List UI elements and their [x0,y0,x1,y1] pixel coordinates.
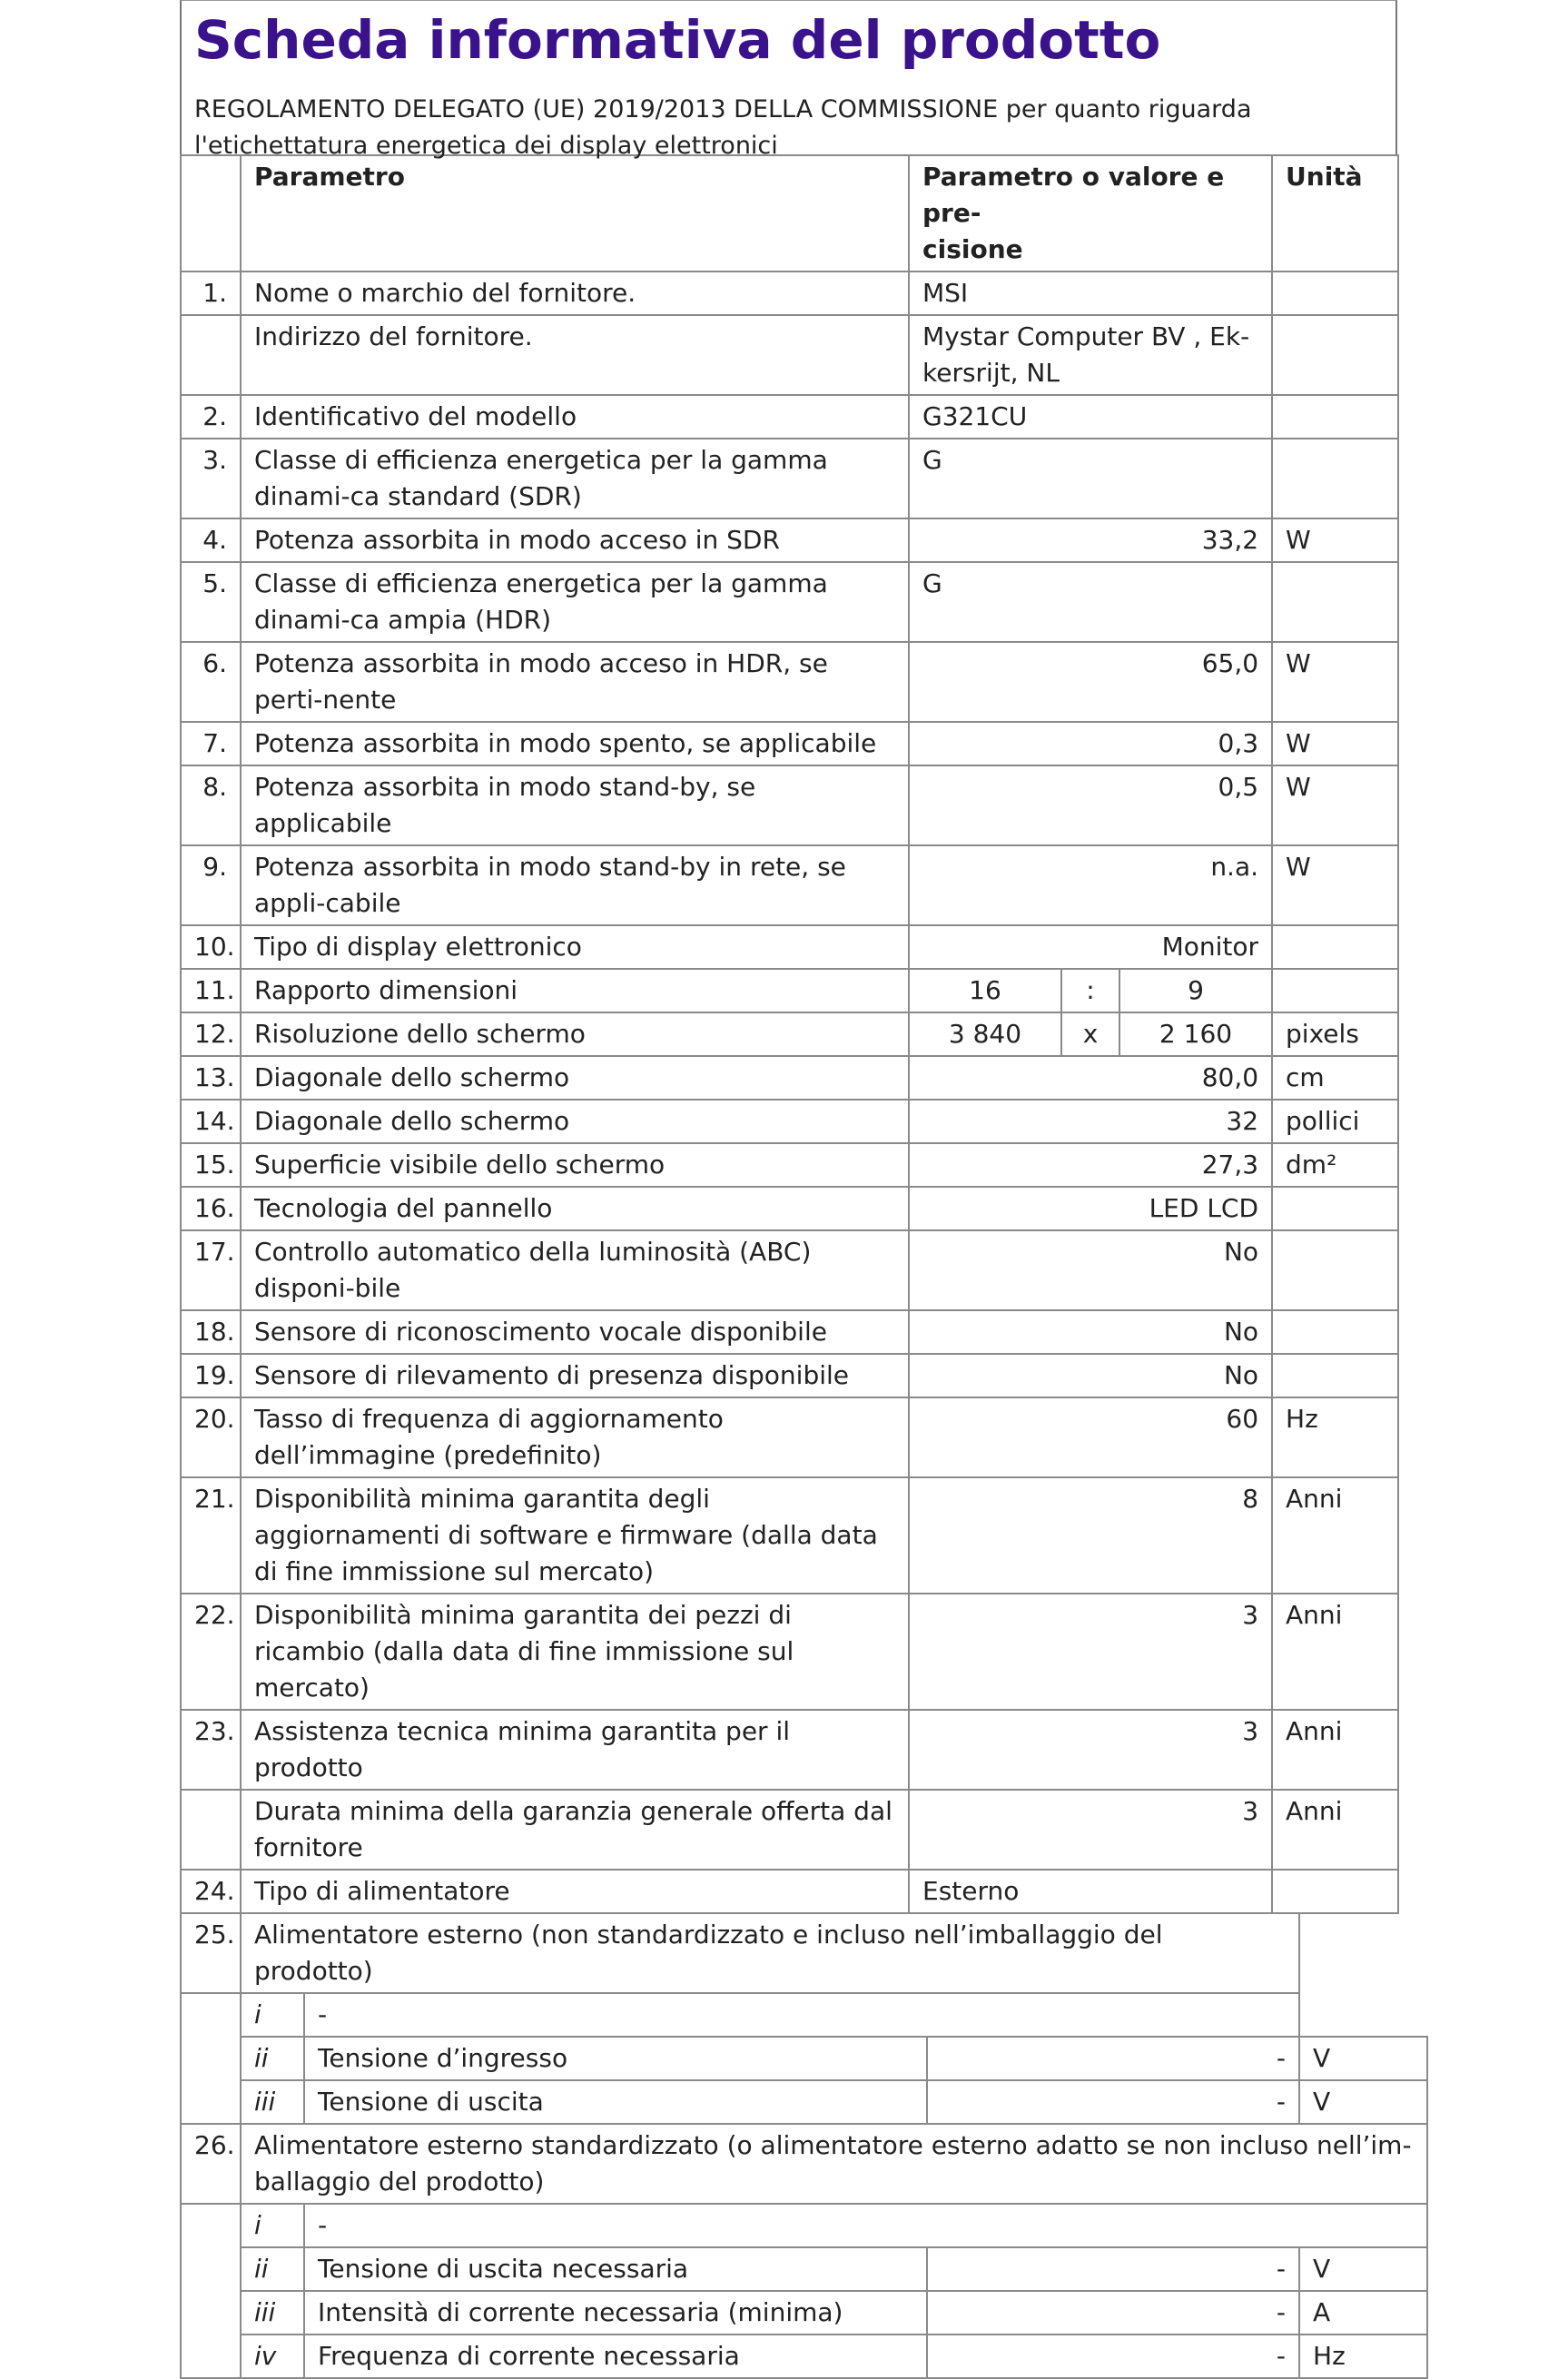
product-information-sheet [180,0,1412,2379]
table-header-row [181,155,1398,271]
table-row [181,1397,1398,1477]
sub-label: Tensione di uscita necessaria [304,2247,927,2291]
table-row [181,1012,1398,1056]
table-row [181,395,1398,439]
row-label: Indirizzo del fornitore. [241,315,909,395]
row-unit [1272,562,1398,642]
row-value: No [909,1230,1272,1310]
psu25-row-i [181,1993,1427,2037]
table-row [181,1187,1398,1230]
table-row [181,562,1398,642]
row-value: 60 [909,1397,1272,1477]
table-row [181,642,1398,722]
row-label: Nome o marchio del fornitore. [241,271,909,315]
row-label: Tipo di display elettronico [241,925,909,969]
psu26-row-iv [181,2335,1427,2378]
table-row [181,1100,1398,1143]
sub-index: iii [241,2080,304,2124]
row-label: Tecnologia del pannello [241,1187,909,1230]
psu26-header-row [181,2124,1427,2204]
row-unit: W [1272,722,1398,765]
row-value-separator: : [1061,969,1119,1012]
sub-value: - [304,1993,1299,2037]
row-value: MSI [909,271,1272,315]
row-number: 12. [181,1012,241,1056]
row-label: Potenza assorbita in modo acceso in HDR, se perti-nente [241,642,909,722]
row-label: Classe di efficienza energetica per la gamma dinami-ca ampia (HDR) [241,562,909,642]
row-number: 21. [181,1477,241,1594]
row-number [181,315,241,395]
sub-index: i [241,1993,304,2037]
row-value-2: 2 160 [1119,1012,1272,1056]
row-unit: W [1272,845,1398,925]
row-value: 32 [909,1100,1272,1143]
header-parametro: Parametro [241,155,909,271]
sub-label: Tensione d’ingresso [304,2037,927,2080]
row-number: 25. [181,1913,241,1993]
row-unit: Anni [1272,1790,1398,1870]
row-number: 16. [181,1187,241,1230]
sub-index: iii [241,2291,304,2335]
row-label: Sensore di rilevamento di presenza disponibile [241,1354,909,1397]
row-unit [1272,1354,1398,1397]
row-value: 0,5 [909,765,1272,845]
row-value: 3 [909,1594,1272,1710]
row-number [181,1790,241,1870]
row-label: Controllo automatico della luminosità (ABC) disponi-bile [241,1230,909,1310]
table-row [181,439,1398,518]
row-label: Potenza assorbita in modo stand-by in rete, se appli-cabile [241,845,909,925]
row-unit: Hz [1272,1397,1398,1477]
row-value: G [909,562,1272,642]
row-value: 3 [909,1790,1272,1870]
row-value-1: 3 840 [909,1012,1061,1056]
sub-unit: A [1299,2291,1427,2335]
row-value: No [909,1310,1272,1354]
sub-value: - [927,2247,1299,2291]
row-value: 80,0 [909,1056,1272,1100]
blank-cell [181,1993,241,2037]
table-row [181,1143,1398,1187]
row-number: 19. [181,1354,241,1397]
row-number: 11. [181,969,241,1012]
psu25-spacer-2 [1299,1993,1427,2037]
row-unit: W [1272,518,1398,562]
row-number: 8. [181,765,241,845]
row-number: 4. [181,518,241,562]
row-label: Identificativo del modello [241,395,909,439]
row-value: 0,3 [909,722,1272,765]
psu26-row-ii [181,2247,1427,2291]
row-label: Tasso di frequenza di aggiornamento dell’immagine (predefinito) [241,1397,909,1477]
sub-value: - [927,2335,1299,2378]
row-unit: W [1272,765,1398,845]
row-value: n.a. [909,845,1272,925]
sub-label: Tensione di uscita [304,2080,927,2124]
row-label: Potenza assorbita in modo spento, se applicabile [241,722,909,765]
sub-value: - [927,2037,1299,2080]
psu25-table [180,1912,1428,2379]
table-row [181,1477,1398,1594]
sub-index: ii [241,2037,304,2080]
row-label: Potenza assorbita in modo acceso in SDR [241,518,909,562]
sub-unit: V [1299,2080,1427,2124]
subtitle-line-2: l'etichettatura energetica dei display elettronici [194,132,778,160]
row-value-1: 16 [909,969,1061,1012]
sub-index: ii [241,2247,304,2291]
row-unit: Anni [1272,1710,1398,1790]
regulation-subtitle [194,92,1383,164]
table-row [181,1230,1398,1310]
table-row [181,925,1398,969]
row-value: Esterno [909,1870,1272,1913]
row-unit: W [1272,642,1398,722]
sub-label: Frequenza di corrente necessaria [304,2335,927,2378]
row-number: 22. [181,1594,241,1710]
row-unit: Anni [1272,1477,1398,1594]
psu26-row-i [181,2204,1427,2247]
row-value: 3 [909,1710,1272,1790]
page-title: Scheda informativa del prodotto [194,9,1161,71]
row-unit [1272,439,1398,518]
psu26-label: Alimentatore esterno standardizzato (o alimentatore esterno adatto se non incluso nell’im- ballaggio del prodotto) [241,2124,1427,2204]
row-value: Monitor [909,925,1272,969]
row-unit [1272,969,1398,1012]
row-unit [1272,271,1398,315]
row-value-2: 9 [1119,969,1272,1012]
row-label: Tipo di alimentatore [241,1870,909,1913]
row-label: Assistenza tecnica minima garantita per il prodotto [241,1710,909,1790]
row-number: 18. [181,1310,241,1354]
row-number: 1. [181,271,241,315]
row-number: 7. [181,722,241,765]
row-value-separator: x [1061,1012,1119,1056]
row-number: 24. [181,1870,241,1913]
row-label: Classe di efficienza energetica per la gamma dinami-ca standard (SDR) [241,439,909,518]
table-row [181,722,1398,765]
row-label: Risoluzione dello schermo [241,1012,909,1056]
row-value: No [909,1354,1272,1397]
sub-value: - [927,2080,1299,2124]
row-label: Sensore di riconoscimento vocale disponibile [241,1310,909,1354]
row-unit [1272,1310,1398,1354]
row-value: 33,2 [909,518,1272,562]
row-number: 5. [181,562,241,642]
row-number: 13. [181,1056,241,1100]
table-row [181,271,1398,315]
psu25-spacer [1299,1913,1427,1993]
sub-unit: Hz [1299,2335,1427,2378]
blank-cell [181,2037,241,2080]
psu25-row-ii [181,2037,1427,2080]
sub-index: i [241,2204,304,2247]
header-unita: Unità [1272,155,1398,271]
row-unit: pixels [1272,1012,1398,1056]
row-value: LED LCD [909,1187,1272,1230]
row-value: 27,3 [909,1143,1272,1187]
row-number: 10. [181,925,241,969]
sub-value: - [304,2204,1427,2247]
row-label: Diagonale dello schermo [241,1056,909,1100]
row-unit: Anni [1272,1594,1398,1710]
table-row [181,969,1398,1012]
header-num-cell [181,155,241,271]
row-unit [1272,925,1398,969]
table-row [181,1870,1398,1913]
sub-value: - [927,2291,1299,2335]
table-row [181,845,1398,925]
blank-cell [181,2080,241,2124]
sub-unit: V [1299,2247,1427,2291]
row-unit [1272,395,1398,439]
row-number: 23. [181,1710,241,1790]
row-label: Superficie visibile dello schermo [241,1143,909,1187]
table-row [181,1354,1398,1397]
row-number: 20. [181,1397,241,1477]
row-number: 17. [181,1230,241,1310]
row-label: Disponibilità minima garantita dei pezzi di ricambio (dalla data di fine immissione sul mercato) [241,1594,909,1710]
header-valore: Parametro o valore e pre- cisione [909,155,1272,271]
row-unit [1272,1230,1398,1310]
parameters-table [180,154,1399,1914]
row-label: Durata minima della garanzia generale offerta dal fornitore [241,1790,909,1870]
row-value: Mystar Computer BV , Ek-kersrijt, NL [909,315,1272,395]
row-label: Potenza assorbita in modo stand-by, se applicabile [241,765,909,845]
sub-unit: V [1299,2037,1427,2080]
psu25-label: Alimentatore esterno (non standardizzato e incluso nell’imballaggio del prodotto) [241,1913,1299,1993]
row-number: 14. [181,1100,241,1143]
row-value: G321CU [909,395,1272,439]
subtitle-line-1: REGOLAMENTO DELEGATO (UE) 2019/2013 DELLA COMMISSIONE per quanto riguarda [194,95,1252,123]
sub-label: Intensità di corrente necessaria (minima) [304,2291,927,2335]
table-row [181,1594,1398,1710]
table-row [181,765,1398,845]
row-unit: pollici [1272,1100,1398,1143]
row-number: 3. [181,439,241,518]
blank-cell [181,2204,241,2247]
psu25-row-iii [181,2080,1427,2124]
row-unit: dm² [1272,1143,1398,1187]
table-row [181,315,1398,395]
sheet-header [180,0,1397,160]
row-label: Disponibilità minima garantita degli aggiornamenti di software e firmware (dalla data di fine immissione sul mercato) [241,1477,909,1594]
row-number: 6. [181,642,241,722]
row-unit [1272,1870,1398,1913]
row-number: 2. [181,395,241,439]
row-unit [1272,315,1398,395]
row-label: Diagonale dello schermo [241,1100,909,1143]
row-value: 65,0 [909,642,1272,722]
table-row [181,1790,1398,1870]
table-row [181,1710,1398,1790]
blank-cell [181,2291,241,2335]
row-unit [1272,1187,1398,1230]
row-label: Rapporto dimensioni [241,969,909,1012]
psu25-header-row [181,1913,1427,1993]
row-number: 26. [181,2124,241,2204]
table-row [181,518,1398,562]
table-row [181,1310,1398,1354]
row-number: 9. [181,845,241,925]
blank-cell [181,2335,241,2378]
psu26-row-iii [181,2291,1427,2335]
row-value: 8 [909,1477,1272,1594]
sub-index: iv [241,2335,304,2378]
row-unit: cm [1272,1056,1398,1100]
table-row [181,1056,1398,1100]
row-value: G [909,439,1272,518]
blank-cell [181,2247,241,2291]
row-number: 15. [181,1143,241,1187]
